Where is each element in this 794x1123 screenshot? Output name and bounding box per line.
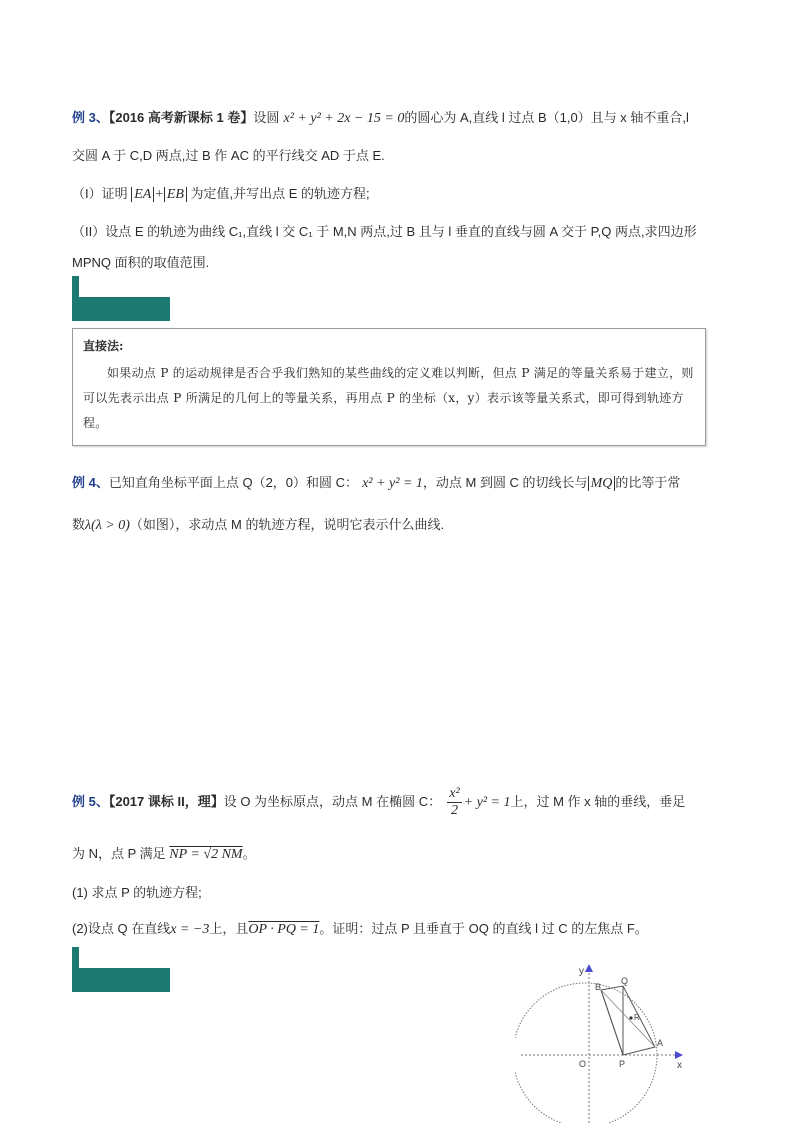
label-x: x [677,1060,682,1071]
ex3-label: 例 3、 [72,110,109,125]
x-axis-arrow [675,1051,683,1059]
ex3-line2: 交圆 A 于 C,D 两点,过 B 作 AC 的平行线交 AD 于点 E. [72,148,385,163]
label-b: B [595,982,602,992]
section-marker-small-2 [72,947,79,969]
ex3-circle-eq: x² + y² + 2x − 15 = 0 [283,111,405,126]
ex5-label: 例 5、 [72,794,109,809]
ex4-line1: 例 4、已知直角坐标平面上点 Q（2，0）和圆 C： x² + y² = 1，动点 M 到圆 C 的切线长与 MQ 的比等于常 [72,475,681,491]
y-axis-arrow [585,964,593,972]
label-r: R [634,1013,640,1022]
circle [515,983,657,1123]
dot-eq: OP · PQ = 1 [248,922,320,937]
point-r [629,1016,632,1019]
label-o: O [579,1059,587,1069]
np-eq: NP = √2 NM [169,847,243,862]
ex3-part1: （I）证明 EA + EB 为定值,并写出点 E 的轨迹方程; [72,186,370,202]
label-q: Q [621,976,629,986]
ex3-part2-a: （II）设点 E 的轨迹为曲线 C₁,直线 l 交 C₁ 于 M,N 两点,过 B 且与 l 垂直的直线与圆 A 交于 P,Q 两点,求四边形 [72,224,697,239]
ex3-part2-b: MPNQ 面积的取值范围. [72,255,210,270]
method-title: 直接法: [83,339,124,353]
ex4-label: 例 4、 [72,475,109,490]
seg-bp [601,990,623,1055]
section-marker-bar [72,297,170,321]
ellipse-fraction: $\frac{\text{x²}}{2}$ [449,786,460,818]
ex3-line1: 例 3、【2016 高考新课标 1 卷】设圆 x² + y² + 2x − 15 = 0的圆心为 A,直线 l 过点 B（1,0）且与 x 轴不重合,l [72,110,689,126]
geometry-figure [515,960,695,1123]
seg-bq [601,990,655,1047]
label-p: P [619,1059,626,1069]
label-a: A [657,1038,664,1048]
ex4-line2: 数λ(λ > 0)（如图），求动点 M 的轨迹方程，说明它表示什么曲线. [72,517,445,533]
section-marker-bar-2 [72,968,170,992]
quad-bqap [601,986,655,1055]
ex5-line2: 为 N，点 P 满足 NP = √2 NM。 [72,846,256,862]
ex5-part1: (1) 求点 P 的轨迹方程; [72,885,202,900]
section-marker-small [72,276,79,298]
ex5-line1: 例 5、【2017 课标 II，理】设 O 为坐标原点，动点 M 在椭圆 C： $\frac{\text{x²}}{2}$ + y² = 1上，过 M 作 x 轴的垂线，垂足 [72,786,686,818]
method-box [72,328,706,446]
ex3-source: 【2016 高考新课标 1 卷】 [108,110,254,125]
ex5-source: 【2017 课标 II，理】 [108,794,224,809]
method-text: 如果动点 P 的运动规律是否合乎我们熟知的某些曲线的定义难以判断，但点 P 满足的等量关系易于建立，则可以先表示出点 P 所满足的几何上的等量关系，再用点 P 的坐标（x，y）表示该等量关系式，即可得到轨迹方程。 [83,366,694,430]
label-y: y [579,966,584,977]
ex5-part2: (2)设点 Q 在直线x = −3上，且OP · PQ = 1。证明：过点 P 且垂直于 OQ 的直线 l 过 C 的左焦点 F。 [72,921,648,937]
